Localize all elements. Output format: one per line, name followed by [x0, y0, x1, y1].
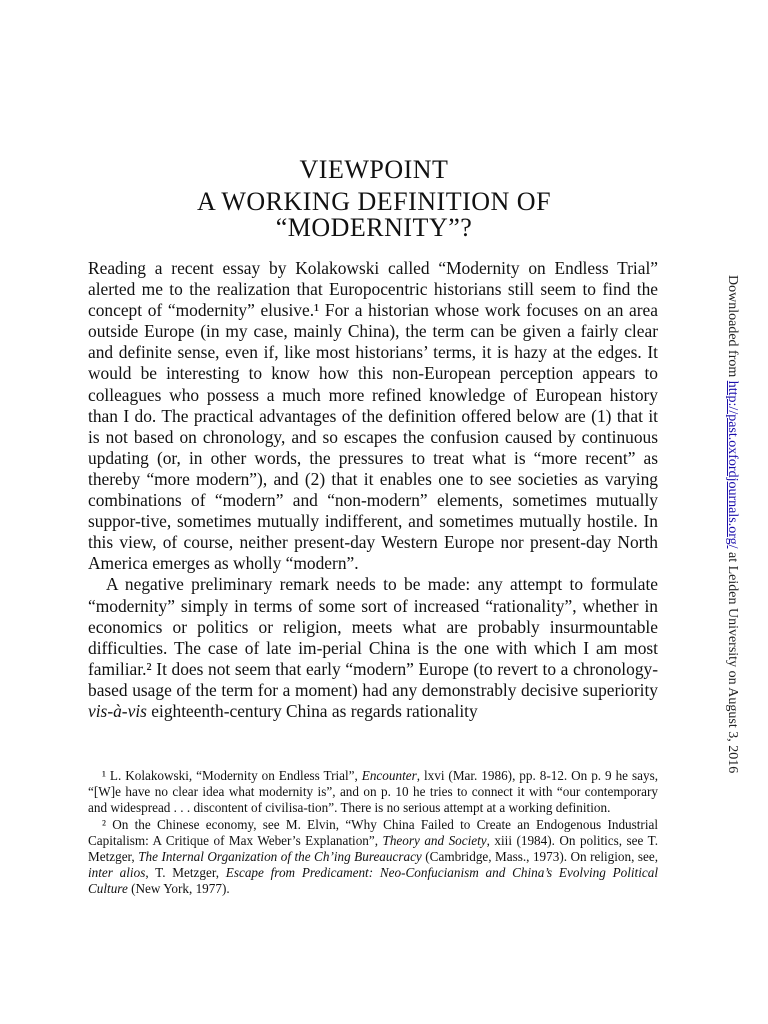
footnote-1-journal: Encounter: [361, 768, 417, 783]
article-body: [88, 258, 658, 722]
watermark-prefix: Downloaded from: [725, 275, 740, 381]
footnote-2-text: ² On the Chinese economy, see M. Elvin, “Why China Failed to Create an Endogenous Industrial Capitalism: A Critique of Max Weber’s Explanation”,: [88, 816, 658, 848]
paragraph-2-tail: eighteenth-century China as regards rationality: [146, 700, 478, 721]
journal-link[interactable]: http://past.oxfordjournals.org/: [725, 380, 740, 549]
footnotes: [88, 768, 658, 898]
section-heading: VIEWPOINT: [299, 155, 449, 184]
footnote-2-journal: Theory and Society: [382, 832, 487, 848]
download-watermark: [724, 275, 740, 773]
footnote-1-rest: , lxvi (Mar. 1986), pp. 8-12. On p. 9 he says, “[W]e have no clear idea what modernity is”, and on p. 10 he tries to connect it with “our contemporary and widespread . . . discontent of civilisa-tion”. There is no serious attempt at a working definition.: [88, 768, 658, 816]
watermark-suffix: at Leiden University on August 3, 2016: [725, 548, 740, 774]
article-title-line-2: “MODERNITY”?: [275, 213, 473, 242]
paragraph-2-text: A negative preliminary remark needs to be made: any attempt to formulate “modernity” simply in terms of some sort of increased “rationality”, whether in economics or politics or religion, meets what are probably insurmountable difficulties. The case of late im-perial China is the one with which I am most familiar.² It does not seem that early “modern” Europe (to revert to a chronology-based usage of the term for a moment) had any demonstrably decisive superiority: [88, 574, 658, 700]
footnote-2-part4: , T. Metzger,: [145, 865, 226, 881]
footnote-2-part5: (New York, 1977).: [127, 881, 230, 897]
footnote-2-inter-alios: inter alios: [88, 865, 146, 881]
paragraph-2: [88, 574, 658, 722]
footnote-2-book2: Escape from Predicament: Neo-Confucianism and China’s Evolving Political Culture: [88, 865, 658, 897]
paragraph-1: Reading a recent essay by Kolakowski called “Modernity on Endless Trial” alerted me to the realization that Europocentric historians still seem to find the concept of “modernity” elusive.¹ For a historian whose work focuses on an area outside Europe (in my case, mainly China), the term can be given a fairly clear and definite sense, even if, like most historians’ terms, it is hazy at the edges. It would be interesting to know how this non-European perception appears to colleagues who possess a much more refined knowledge of European history than I do. The practical advantages of the definition offered below are (1) that it is not based on chronology, and so escapes the confusion caused by continuous updating (or, in other words, the pressures to treat what is “more recent” as thereby “more modern”), and (2) that it enables one to see societies as varying combinations of “modern” and “non-modern” elements, sometimes mutually suppor-tive, sometimes mutually indifferent, and sometimes mutually hostile. In this view, of course, neither present-day Western Europe nor present-day North America emerges as wholly “modern”.: [88, 258, 658, 574]
footnote-1: [88, 768, 658, 817]
footnote-2-book1: The Internal Organization of the Ch’ing Bureaucracy: [138, 849, 422, 865]
footnote-2-part3: (Cambridge, Mass., 1973). On religion, see,: [421, 849, 659, 865]
footnote-1-text: ¹ L. Kolakowski, “Modernity on Endless Trial”,: [102, 768, 362, 783]
footnote-2-part2: , xiii (1984). On politics, see T. Metzger,: [88, 832, 658, 865]
italic-phrase: vis-à-vis: [88, 700, 147, 721]
article-title-line-1: A WORKING DEFINITION OF: [196, 187, 552, 216]
footnote-2: [88, 817, 658, 898]
